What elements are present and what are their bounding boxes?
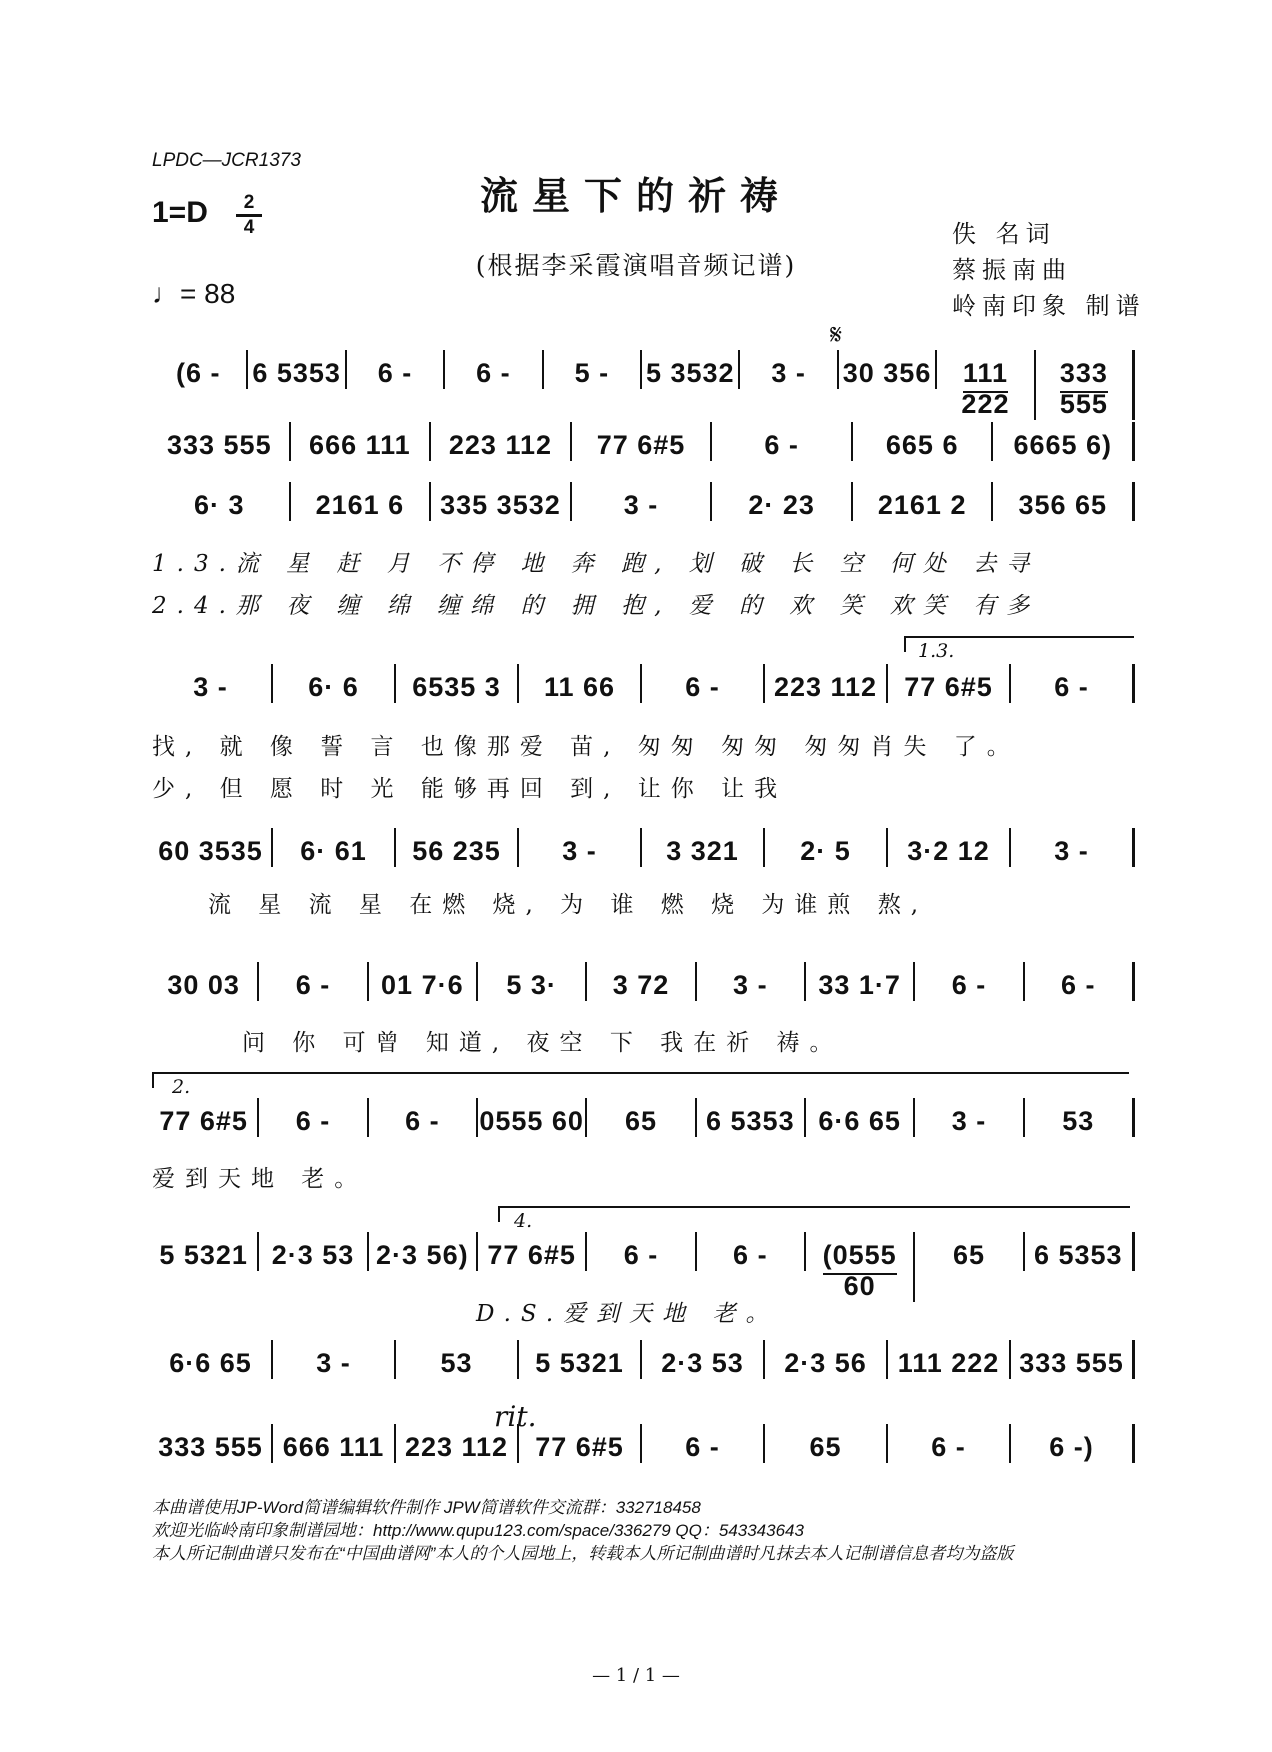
- catalog-code: LPDC—JCR1373: [152, 150, 301, 171]
- volta-label-4: 4.: [514, 1210, 533, 1232]
- measure-notes: 223 112: [774, 672, 877, 703]
- measure-notes: 2· 23: [748, 490, 815, 521]
- measure-notes: 2161 6: [316, 490, 405, 521]
- measure-notes: 3 72: [613, 970, 670, 1001]
- measure-notes: 665 6: [886, 430, 959, 461]
- notation-row-3: [150, 482, 1135, 530]
- measure-notes: 0555 60: [479, 1106, 584, 1137]
- notation-row-7: [150, 1098, 1135, 1146]
- notation-row-10: [150, 1424, 1135, 1472]
- song-subtitle: (根据李采霞演唱音频记谱): [475, 251, 797, 280]
- notation-row-2: [150, 422, 1135, 470]
- measure: [697, 962, 806, 1001]
- measure-notes: 6 -: [764, 430, 799, 460]
- measure-notes: 335 3532: [440, 490, 561, 521]
- song-title: 流星下的祈祷: [479, 173, 792, 218]
- measure: [642, 828, 765, 867]
- measure-notes: 01 7·6: [381, 970, 464, 1001]
- measure: [888, 1424, 1011, 1463]
- measure-notes: 3 -: [562, 836, 597, 866]
- meter-bottom: 4: [243, 217, 255, 238]
- measure-notes: 356 65: [1018, 490, 1107, 521]
- measure: [478, 1232, 587, 1271]
- notation-row-6: [150, 962, 1135, 1010]
- time-signature: [236, 193, 262, 238]
- measure: [697, 1232, 806, 1271]
- measure: [1025, 962, 1135, 1001]
- measure: [572, 482, 713, 521]
- measure-notes: 6 5353: [1034, 1240, 1123, 1271]
- measure: [150, 828, 273, 867]
- measure: [396, 1340, 519, 1379]
- measure: [369, 1098, 478, 1137]
- measure-notes: 333 555: [1019, 1348, 1124, 1379]
- measure: [888, 828, 1011, 867]
- measure-notes: 6 -: [476, 358, 511, 388]
- measure-notes: 6 -: [623, 1240, 659, 1270]
- meter-top: 2: [243, 192, 255, 213]
- measure-notes: 3 -: [1054, 836, 1089, 866]
- measure-notes: 333 555: [1060, 358, 1108, 420]
- measure-notes: 77 6#5: [487, 1240, 576, 1271]
- measure: [396, 828, 519, 867]
- measure: [806, 962, 915, 1001]
- measure: [519, 664, 642, 703]
- measure: [806, 1232, 915, 1302]
- measure-notes: 5 3·: [506, 970, 557, 1000]
- measure: [273, 1424, 396, 1463]
- notation-row-1: [150, 350, 1135, 419]
- measure: [273, 664, 396, 703]
- measure-notes: 6 -): [1049, 1432, 1094, 1462]
- footer-copyright-note: 本人所记制曲谱只发布在“中国曲谱网”本人的个人园地上，转载本人所记制曲谱时凡抹去本人记制谱信息者均为盗版: [152, 1544, 1014, 1563]
- measure: [765, 664, 888, 703]
- measure: [478, 1098, 587, 1137]
- measure: [259, 1232, 368, 1271]
- measure-notes: 6 -: [951, 970, 987, 1000]
- measure: [150, 350, 248, 389]
- measure-notes: 2·3 56): [376, 1240, 469, 1271]
- measure-notes: 77 6#5: [597, 430, 686, 461]
- measure: [150, 1098, 259, 1137]
- measure: [993, 482, 1135, 521]
- measure-notes: 56 235: [412, 836, 501, 867]
- footer-website-note: 欢迎光临岭南印象制谱园地：http://www.qupu123.com/space/336279 QQ：543343643: [152, 1521, 804, 1540]
- measure: [273, 1340, 396, 1379]
- measure: [431, 482, 572, 521]
- volta-bracket-4: [498, 1206, 1130, 1222]
- measure: [697, 1098, 806, 1137]
- measure: [853, 482, 994, 521]
- measure: [291, 422, 432, 461]
- measure-notes: 6 -: [295, 1106, 331, 1136]
- lyric-line-3: 找, 就 像 誓 言 也像那爱 苗, 匆匆 匆匆 匆匆肖失 了。: [152, 734, 1020, 760]
- measure-notes: 3 -: [733, 970, 768, 1000]
- volta-label-13: 1.3.: [918, 640, 955, 662]
- measure-notes: 333 555: [158, 1432, 263, 1463]
- lyric-line-4: 少, 但 愿 时 光 能够再回 到, 让你 让我: [152, 776, 788, 802]
- measure-notes: 6 -: [733, 1240, 768, 1270]
- measure: [712, 482, 853, 521]
- measure: [888, 664, 1011, 703]
- notation-row-4: [150, 664, 1135, 712]
- measure-notes: 6· 61: [300, 836, 367, 867]
- measure: [445, 350, 543, 389]
- measure: [587, 1098, 696, 1137]
- measure: [1011, 1424, 1135, 1463]
- measure: [478, 962, 587, 1001]
- measure-notes: 60 3535: [158, 836, 263, 867]
- measure-notes: 2·3 56: [784, 1348, 867, 1379]
- measure: [150, 962, 259, 1001]
- measure: [915, 962, 1024, 1001]
- measure: [1025, 1098, 1135, 1137]
- measure-notes: 77 6#5: [904, 672, 993, 703]
- measure: [765, 1424, 888, 1463]
- measure: [765, 828, 888, 867]
- measure: [937, 350, 1035, 420]
- measure-notes: 5 5321: [159, 1240, 248, 1271]
- measure-notes: 6 -: [685, 672, 720, 702]
- lyric-line-2: 2.4.那 夜 缠 绵 缠绵 的 拥 抱, 爱 的 欢 笑 欢笑 有多: [152, 593, 1040, 619]
- measure-notes: 6 -: [685, 1432, 720, 1462]
- measure: [1011, 1340, 1135, 1379]
- measure: [544, 350, 642, 389]
- measure-notes: 3 -: [193, 672, 228, 702]
- measure: [273, 828, 396, 867]
- measure: [587, 1232, 696, 1271]
- measure-notes: 111 222: [961, 358, 1009, 420]
- measure: [150, 1232, 259, 1271]
- measure-notes: 2·3 53: [272, 1240, 355, 1271]
- measure-notes: 666 111: [283, 1432, 385, 1463]
- measure: [369, 962, 478, 1001]
- arranger-credit: 岭南印象 制谱: [952, 292, 1146, 320]
- measure: [712, 422, 853, 461]
- measure: [150, 1340, 273, 1379]
- measure-notes: 65: [625, 1106, 657, 1137]
- measure-notes: 6· 3: [194, 490, 245, 520]
- measure-notes: 6 -: [295, 970, 331, 1000]
- measure: [642, 1340, 765, 1379]
- key-signature: 1=D: [152, 196, 208, 229]
- measure: [587, 962, 696, 1001]
- notation-row-5: [150, 828, 1135, 876]
- lyric-line-7: 爱到天地 老。: [152, 1166, 368, 1192]
- measure-notes: 6·6 65: [169, 1348, 252, 1379]
- measure: [572, 422, 713, 461]
- measure-notes: 6 5353: [252, 358, 341, 389]
- measure-notes: (6 -: [175, 358, 221, 388]
- measure-notes: 6 -: [377, 358, 413, 388]
- footer-software-note: 本曲谱使用JP-Word简谱编辑软件制作 JPW简谱软件交流群：332718458: [152, 1498, 701, 1517]
- measure-notes: 65: [809, 1432, 841, 1463]
- measure: [1011, 828, 1135, 867]
- measure-notes: 5 -: [574, 358, 610, 388]
- lyric-line-5: 流 星 流 星 在燃 烧, 为 谁 燃 烧 为谁煎 熬,: [208, 892, 929, 918]
- lyric-line-1: 1.3.流 星 赶 月 不停 地 奔 跑, 划 破 长 空 何处 去寻: [152, 551, 1040, 577]
- measure: [915, 1098, 1024, 1137]
- measure: [291, 482, 432, 521]
- measure-notes: 65: [953, 1240, 985, 1271]
- measure: [396, 664, 519, 703]
- measure: [347, 350, 445, 389]
- measure: [915, 1232, 1024, 1271]
- measure: [765, 1340, 888, 1379]
- measure-notes: 53: [440, 1348, 472, 1379]
- measure-notes: 6 5353: [706, 1106, 795, 1137]
- measure: [519, 1424, 642, 1463]
- measure-notes: 53: [1062, 1106, 1094, 1137]
- measure-notes: (0555 60: [823, 1240, 897, 1302]
- measure-notes: 3 -: [771, 358, 806, 388]
- measure-notes: 3 321: [666, 836, 739, 867]
- measure-notes: 6· 6: [308, 672, 359, 702]
- ritardando-mark: rit.: [494, 1400, 537, 1433]
- measure: [642, 664, 765, 703]
- measure: [642, 1424, 765, 1463]
- measure-notes: 666 111: [309, 430, 411, 461]
- lyric-line-6: 问 你 可曾 知道, 夜空 下 我在祈 祷。: [242, 1030, 843, 1056]
- measure-notes: 6 -: [1061, 970, 1096, 1000]
- notation-row-9: [150, 1340, 1135, 1388]
- measure: [806, 1098, 915, 1137]
- measure: [740, 350, 838, 389]
- measure: [259, 1098, 368, 1137]
- measure: [519, 1340, 642, 1379]
- measure-notes: 223 112: [405, 1432, 508, 1463]
- measure-notes: 2·3 53: [661, 1348, 744, 1379]
- measure: [519, 828, 642, 867]
- measure: [888, 1340, 1011, 1379]
- measure-notes: 11 66: [544, 672, 615, 703]
- measure: [642, 350, 740, 389]
- measure-notes: 6665 6): [1013, 430, 1112, 461]
- measure: [853, 422, 994, 461]
- measure: [150, 1424, 273, 1463]
- measure-notes: 6 -: [1054, 672, 1089, 702]
- volta-bracket-2: [152, 1072, 1129, 1088]
- measure: [1036, 350, 1135, 420]
- measure-notes: 333 555: [167, 430, 272, 461]
- measure-notes: 6535 3: [412, 672, 501, 703]
- measure-notes: 3 -: [623, 490, 659, 520]
- measure: [1025, 1232, 1135, 1271]
- measure-notes: 111 222: [898, 1348, 1000, 1379]
- measure: [1011, 664, 1135, 703]
- measure-notes: 77 6#5: [535, 1432, 624, 1463]
- measure: [396, 1424, 519, 1463]
- measure-notes: 3 -: [951, 1106, 987, 1136]
- measure-notes: 5 5321: [535, 1348, 624, 1379]
- measure-notes: 2· 5: [800, 836, 851, 866]
- page-number: — 1 / 1 —: [592, 1665, 680, 1686]
- measure: [369, 1232, 478, 1271]
- tempo-mark: ♩= 88: [152, 278, 236, 309]
- notation-row-8: [150, 1232, 1135, 1301]
- measure: [150, 664, 273, 703]
- measure-notes: 6·6 65: [818, 1106, 901, 1137]
- lyricist-credit: 佚 名词: [952, 220, 1056, 248]
- lyric-line-8: D.S.爱到天地 老。: [476, 1301, 779, 1327]
- measure-notes: 33 1·7: [818, 970, 901, 1001]
- measure: [248, 350, 346, 389]
- measure: [150, 482, 291, 521]
- measure-notes: 223 112: [449, 430, 552, 461]
- segno-mark: 𝄋: [830, 318, 843, 351]
- measure-notes: 77 6#5: [159, 1106, 248, 1137]
- composer-credit: 蔡振南曲: [952, 256, 1072, 284]
- measure: [259, 962, 368, 1001]
- measure-notes: 30 03: [167, 970, 240, 1001]
- measure: [150, 422, 291, 461]
- measure: [839, 350, 937, 389]
- measure: [993, 422, 1135, 461]
- measure-notes: 3 -: [316, 1348, 351, 1378]
- measure: [431, 422, 572, 461]
- measure-notes: 30 356: [843, 358, 932, 389]
- measure-notes: 2161 2: [878, 490, 967, 521]
- measure-notes: 5 3532: [646, 358, 735, 389]
- measure-notes: 6 -: [405, 1106, 440, 1136]
- measure-notes: 3·2 12: [907, 836, 990, 867]
- volta-label-2: 2.: [172, 1076, 191, 1098]
- measure-notes: 6 -: [931, 1432, 966, 1462]
